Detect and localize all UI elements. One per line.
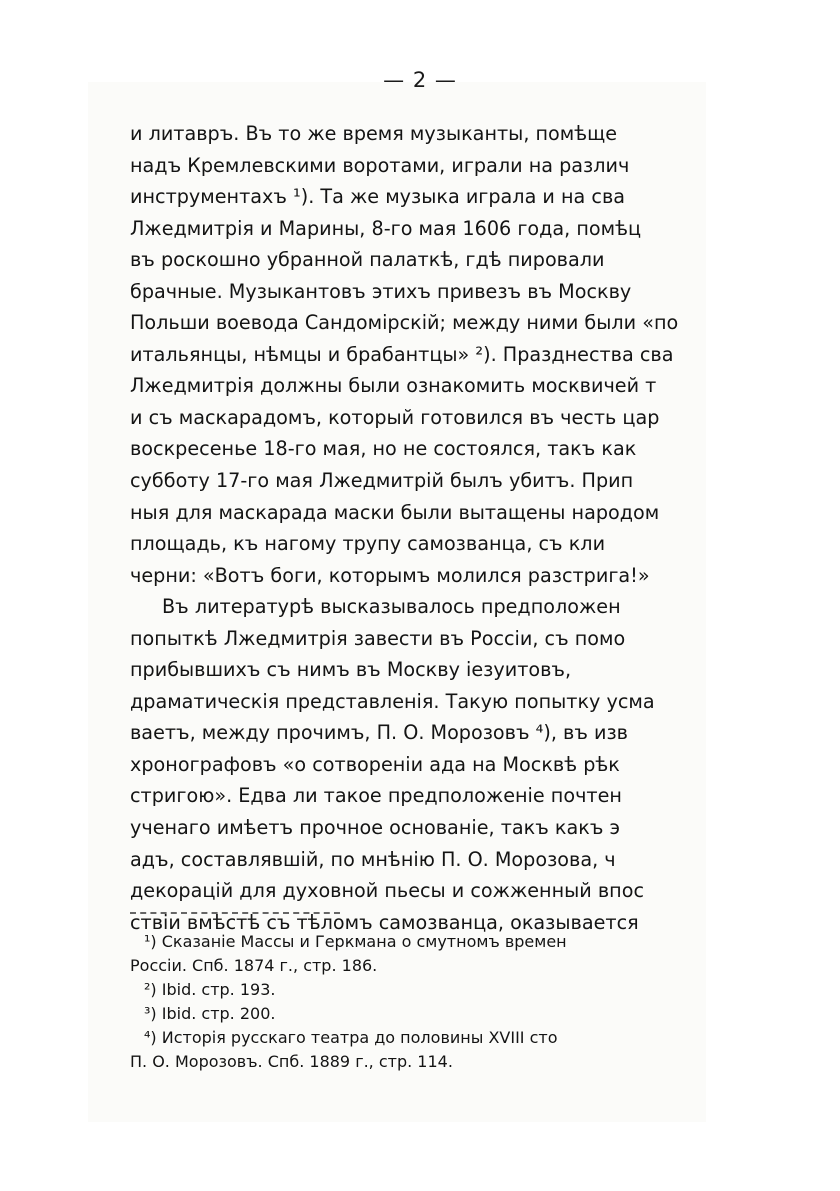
- body-line: воскресенье 18-го мая, но не состоялся, такъ как: [130, 437, 637, 461]
- footnote-line: П. О. Морозовъ. Спб. 1889 г., стр. 114.: [130, 1052, 453, 1072]
- body-line: и литавръ. Въ то же время музыканты, помѣще: [130, 122, 618, 145]
- body-line: и съ маскарадомъ, который готовился въ честь цар: [130, 405, 660, 429]
- body-line: надъ Кремлевскими воротами, играли на различ: [130, 153, 630, 177]
- body-line-paragraph-start: Въ литературѣ высказывалось предположен: [162, 595, 621, 619]
- body-line: итальянцы, нѣмцы и брабантцы» ²). Празднества сва: [130, 342, 674, 366]
- body-line: субботу 17-го мая Лжедмитрій былъ убитъ. Прип: [130, 469, 634, 493]
- page-number-header: — 2 —: [383, 68, 457, 92]
- body-line: драматическія представленія. Такую попытку усма: [130, 689, 655, 713]
- body-line: ученаго имѣетъ прочное основаніе, такъ какъ э: [130, 816, 621, 840]
- body-line: ствіи вмѣстѣ съ тѣломъ самозванца, оказывается: [130, 910, 639, 934]
- body-line: Польши воевода Сандомірскій; между ними были «по: [130, 311, 679, 335]
- footnote-line: ⁴) Исторія русскаго театра до половины XVIII сто: [144, 1028, 558, 1048]
- body-line: хронографовъ «о сотвореніи ада на Москвѣ рѣк: [130, 752, 620, 776]
- footnote-line: ³) Ibid. стр. 200.: [144, 1004, 276, 1024]
- footnotes: [130, 930, 680, 1075]
- body-line: черни: «Вотъ боги, которымъ молился разстрига!»: [130, 563, 650, 587]
- body-line: адъ, составлявшій, по мнѣнію П. О. Морозова, ч: [130, 847, 616, 871]
- body-text: [130, 118, 680, 938]
- body-line: стригою». Едва ли такое предположеніе почтен: [130, 784, 622, 808]
- body-line: прибывшихъ съ нимъ въ Москву іезуитовъ,: [130, 658, 572, 682]
- body-line: въ роскошно убранной палаткѣ, гдѣ пировали: [130, 248, 605, 272]
- body-line: Лжедмитрія должны были ознакомить москвичей т: [130, 374, 657, 398]
- footnote-line: ²) Ibid. стр. 193.: [144, 980, 276, 1000]
- body-line: инструментахъ ¹). Та же музыка играла и на сва: [130, 185, 626, 209]
- body-line: попыткѣ Лжедмитрія завести въ Россіи, съ помо: [130, 626, 626, 650]
- body-line: декорацій для духовной пьесы и сожженный впос: [130, 879, 644, 903]
- body-line: ваетъ, между прочимъ, П. О. Морозовъ ⁴), въ изв: [130, 721, 628, 745]
- footnote-line: ¹) Сказаніе Массы и Геркмана о смутномъ времен: [144, 932, 567, 951]
- footnote-line: Россіи. Спб. 1874 г., стр. 186.: [130, 956, 378, 976]
- body-line: Лжедмитрія и Марины, 8-го мая 1606 года, помѣц: [130, 216, 642, 240]
- footnote-separator: [130, 912, 340, 914]
- body-line: ныя для маскарада маски были вытащены народом: [130, 500, 660, 524]
- body-line: площадь, къ нагому трупу самозванца, съ кли: [130, 532, 606, 556]
- body-line: брачные. Музыкантовъ этихъ привезъ въ Москву: [130, 279, 632, 303]
